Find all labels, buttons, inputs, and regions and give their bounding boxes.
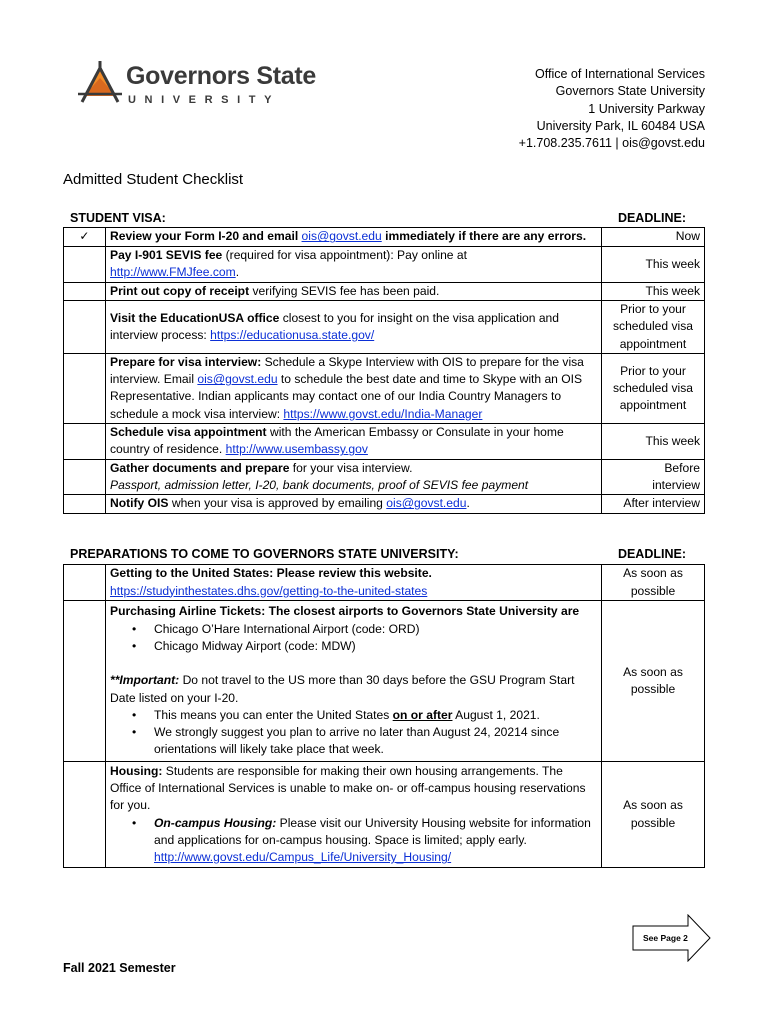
deadline-cell: As soon as possible xyxy=(602,565,705,601)
task-cell: Visit the EducationUSA office closest to you for insight on the visa application and interview process: https://educationusa.state.gov/ xyxy=(106,300,602,353)
check-cell[interactable] xyxy=(64,247,106,283)
email-link[interactable]: ois@govst.edu xyxy=(197,372,278,387)
task-cell: Getting to the United States: Please review this website. https://studyinthestates.dhs.gov/getting-to-the-united-states xyxy=(106,565,602,601)
task-cell: Prepare for visa interview: Schedule a Skype Interview with OIS to prepare for the visa interview. Email ois@govst.edu to schedule the best date and time to Skype with an OIS Representative. Indian applicants may contact one of our India Country Managers to schedule a mock visa interview: https://www.govst.edu/India-Manager xyxy=(106,353,602,423)
check-cell[interactable] xyxy=(64,601,106,762)
housing-link[interactable]: http://www.govst.edu/Campus_Life/University_Housing/ xyxy=(154,850,452,865)
studyinthestates-link[interactable]: https://studyinthestates.dhs.gov/getting-to-the-united-states xyxy=(110,583,428,598)
table-row xyxy=(64,601,705,762)
educationusa-link[interactable]: https://educationusa.state.gov/ xyxy=(210,327,375,342)
task-cell: Pay I-901 SEVIS fee (required for visa appointment): Pay online at http://www.FMJfee.com. xyxy=(106,247,602,283)
list-item: • This means you can enter the United States on or after August 1, 2021. xyxy=(154,707,597,724)
task-cell: Print out copy of receipt verifying SEVIS fee has been paid. xyxy=(106,282,602,300)
logo-emblem-icon xyxy=(76,58,124,110)
deadline-cell: This week xyxy=(602,424,705,460)
list-item: • Chicago Midway Airport (code: MDW) xyxy=(154,638,597,655)
visa-deadline-heading: DEADLINE: xyxy=(617,211,686,225)
table-row xyxy=(64,459,705,495)
table-row xyxy=(64,300,705,353)
check-cell[interactable] xyxy=(64,300,106,353)
see-page-label: See Page 2 xyxy=(643,933,688,943)
logo-name: Governors State xyxy=(126,62,317,90)
university-logo xyxy=(76,58,317,110)
fmjfee-link[interactable]: http://www.FMJfee.com xyxy=(110,265,236,280)
table-row xyxy=(64,424,705,460)
table-row xyxy=(64,762,705,868)
check-cell[interactable] xyxy=(64,424,106,460)
deadline-cell: After interview xyxy=(602,495,705,513)
visa-checklist-table xyxy=(63,227,705,514)
office-address xyxy=(519,66,705,152)
list-item: • On-campus Housing: Please visit our University Housing website for information and applications for on-campus housing. Space is limited; apply early. http://www.govst.edu/Campus_Life/University_Housing/ xyxy=(154,815,597,867)
address-line: University Park, IL 60484 USA xyxy=(536,118,705,133)
deadline-cell: Prior to your scheduled visa appointment xyxy=(602,353,705,423)
deadline-cell: This week xyxy=(602,282,705,300)
list-item: • We strongly suggest you plan to arrive no later than August 24, 20214 since orientations will likely take place that week. xyxy=(154,724,597,759)
check-cell[interactable] xyxy=(64,282,106,300)
deadline-cell: Prior to your scheduled visa appointment xyxy=(602,300,705,353)
deadline-cell: This week xyxy=(602,247,705,283)
task-cell: Schedule visa appointment with the American Embassy or Consulate in your home country of residence. http://www.usembassy.gov xyxy=(106,424,602,460)
table-row xyxy=(64,282,705,300)
address-line: Governors State University xyxy=(555,84,705,99)
task-cell: Gather documents and prepare for your visa interview. Passport, admission letter, I-20, bank documents, proof of SEVIS fee payment xyxy=(106,459,602,495)
prep-deadline-heading: DEADLINE: xyxy=(617,547,686,561)
address-line: Office of International Services xyxy=(535,67,705,81)
prep-checklist-table xyxy=(63,564,705,868)
prep-section-heading: PREPARATIONS TO COME TO GOVERNORS STATE UNIVERSITY: xyxy=(70,547,459,561)
task-cell: Housing: Students are responsible for making their own housing arrangements. The Office of International Services is unable to make on- or off-campus housing reservations for you. • On-campus Housing: Please visit our University Housing website for information and applications for on-campus housing. Space is limited; apply early. http://www.govst.edu/Campus_Life/University_Housing/ xyxy=(106,762,602,868)
table-row xyxy=(64,495,705,513)
visa-section-heading: STUDENT VISA: xyxy=(70,211,166,225)
table-row xyxy=(64,247,705,283)
email-link[interactable]: ois@govst.edu xyxy=(386,496,467,511)
task-cell: Review your Form I-20 and email ois@govst.edu immediately if there are any errors. xyxy=(106,228,602,247)
table-row xyxy=(64,228,705,247)
list-item: • Chicago O’Hare International Airport (code: ORD) xyxy=(154,621,597,638)
usembassy-link[interactable]: http://www.usembassy.gov xyxy=(225,442,368,457)
check-cell[interactable]: ✓ xyxy=(64,228,106,247)
deadline-cell: Before interview xyxy=(602,459,705,495)
check-cell[interactable] xyxy=(64,762,106,868)
check-cell[interactable] xyxy=(64,495,106,513)
check-cell[interactable] xyxy=(64,353,106,423)
task-cell: Notify OIS when your visa is approved by emailing ois@govst.edu. xyxy=(106,495,602,513)
table-row xyxy=(64,353,705,423)
logo-subtitle: UNIVERSITY xyxy=(128,94,281,106)
deadline-cell: As soon as possible xyxy=(602,601,705,762)
task-cell: Purchasing Airline Tickets: The closest airports to Governors State University are • Chicago O’Hare International Airport (code: ORD) • Chicago Midway Airport (code: MDW) **Important: Do not travel to the US more than 30 days before the GSU Program Start Date listed on your I-20. • This means you can enter the United States on or after August 1, 2021. • We strongly suggest you plan to arrive no later than August 24, 20214 since orientations will likely take place that week. xyxy=(106,601,602,762)
address-line: 1 University Parkway xyxy=(588,101,705,116)
deadline-cell: As soon as possible xyxy=(602,762,705,868)
table-row xyxy=(64,565,705,601)
semester-footer: Fall 2021 Semester xyxy=(63,961,176,975)
address-line: +1.708.235.7611 | ois@govst.edu xyxy=(518,136,705,151)
page-title: Admitted Student Checklist xyxy=(63,171,244,188)
india-manager-link[interactable]: https://www.govst.edu/India-Manager xyxy=(283,406,483,421)
deadline-cell: Now xyxy=(602,228,705,247)
check-cell[interactable] xyxy=(64,565,106,601)
check-cell[interactable] xyxy=(64,459,106,495)
see-page-2-arrow[interactable] xyxy=(632,914,712,962)
email-link[interactable]: ois@govst.edu xyxy=(301,229,382,244)
